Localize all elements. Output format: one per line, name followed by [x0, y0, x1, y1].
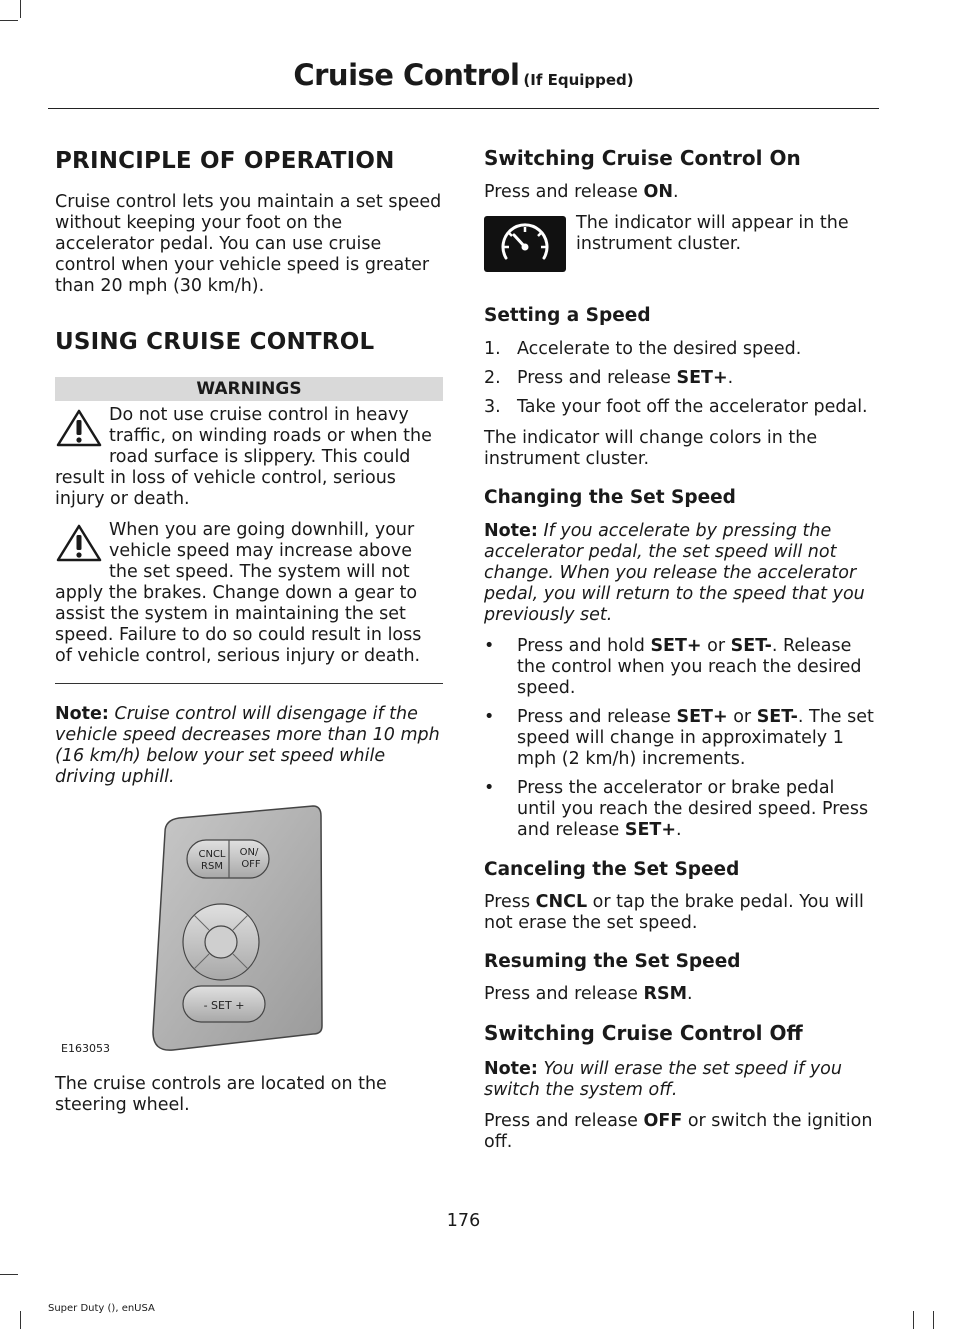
switching-on-text — [484, 182, 874, 203]
warning-triangle-icon — [55, 523, 103, 563]
changing-speed-title: Changing the Set Speed — [484, 487, 736, 508]
warning-triangle-icon — [55, 408, 103, 448]
text-span: Press and release — [484, 1111, 644, 1131]
step-text: Press and release — [517, 368, 677, 388]
bullet-text: Press and hold — [517, 636, 651, 656]
set-plus-bold: SET+ — [676, 707, 728, 727]
text-span: . — [686, 984, 693, 1004]
canceling-text — [484, 892, 874, 934]
bullet-glyph: • — [484, 636, 495, 656]
crop-mark — [933, 1311, 934, 1329]
resuming-title: Resuming the Set Speed — [484, 951, 741, 972]
set-button-label: - SET + — [203, 999, 245, 1012]
switching-off-title: Switching Cruise Control Off — [484, 1021, 803, 1045]
page-number: 176 — [446, 1211, 481, 1231]
off-button-label: OFF — [241, 859, 261, 870]
indicator-change-text: The indicator will change colors in the instrument cluster. — [484, 428, 818, 469]
bullet-text: or — [701, 636, 731, 656]
note-paragraph — [55, 704, 443, 788]
note-label: Note: — [55, 704, 109, 724]
bullet-text: or — [727, 707, 757, 727]
off-note — [484, 1059, 874, 1101]
crop-mark — [20, 1311, 21, 1329]
warning-1 — [55, 405, 443, 510]
bullet-2 — [484, 707, 874, 770]
text-span: . — [673, 182, 679, 202]
text-span: Press — [484, 892, 536, 912]
text-span: or switch the ignition off. — [484, 1111, 873, 1152]
crop-mark — [20, 0, 21, 18]
warnings-bar: WARNINGS — [55, 377, 443, 401]
step-2 — [484, 368, 874, 389]
warning-2 — [55, 520, 443, 667]
setting-steps — [484, 339, 874, 418]
set-plus-bold: SET+ — [676, 368, 728, 388]
cruise-controls-figure — [55, 802, 443, 1056]
page-header — [48, 58, 879, 109]
page-subtitle: (If Equipped) — [523, 71, 634, 89]
note-label: Note: — [484, 1059, 538, 1079]
step-text: Accelerate to the desired speed. — [517, 339, 802, 359]
step-1 — [484, 339, 874, 360]
left-column — [55, 140, 443, 1116]
text-span: Press and release — [484, 182, 644, 202]
note-text: Cruise control will disengage if the vehicle speed decreases more than 10 mph (16 km/h) below your set speed while driving uphill. — [55, 704, 440, 787]
crop-mark — [913, 1311, 914, 1329]
note-text: If you accelerate by pressing the accelerator pedal, the set speed will not change. When you release the accelerator pedal, you will return to the speed that you previously set. — [484, 521, 865, 625]
bullet-glyph: • — [484, 778, 495, 798]
steering-wheel-controls-illustration — [55, 802, 443, 1056]
crop-mark — [0, 20, 18, 21]
set-minus-bold: SET- — [756, 707, 798, 727]
principle-text: Cruise control lets you maintain a set speed without keeping your foot on the accelerator pedal. You can use cruise control when your vehicle speed is greater than 20 mph (30 km/h). — [55, 192, 442, 296]
note-text: You will erase the set speed if you switch the system off. — [484, 1059, 842, 1100]
right-column — [484, 140, 874, 1153]
set-plus-bold: SET+ — [650, 636, 702, 656]
indicator-text: The indicator will appear in the instrument cluster. — [576, 213, 849, 254]
principle-title: PRINCIPLE OF OPERATION — [55, 148, 395, 174]
resuming-text — [484, 984, 874, 1005]
switching-on-title: Switching Cruise Control On — [484, 146, 801, 170]
warning-1-text: Do not use cruise control in heavy traffic, on winding roads or when the road surface is slippery. This could result in loss of vehicle control, serious injury or death. — [55, 405, 432, 509]
on-bold: ON — [643, 182, 674, 202]
indicator-row — [484, 213, 874, 275]
rsm-button-label: RSM — [201, 861, 223, 872]
set-plus-bold: SET+ — [624, 820, 677, 840]
crop-mark — [0, 1274, 18, 1275]
step-3 — [484, 397, 874, 418]
footer-note: Super Duty (), enUSA — [48, 1303, 155, 1314]
on-button-label: ON/ — [239, 847, 259, 858]
bullet-text: Press the accelerator or brake pedal until you reach the desired speed. Press and release — [517, 778, 869, 840]
setting-speed-title: Setting a Speed — [484, 305, 651, 326]
off-bold: OFF — [643, 1111, 683, 1131]
step-number: 3. — [484, 397, 501, 417]
step-number: 2. — [484, 368, 501, 388]
changing-note — [484, 521, 874, 626]
figure-caption: The cruise controls are located on the steering wheel. — [55, 1074, 387, 1115]
off-text — [484, 1111, 874, 1153]
cncl-button-label: CNCL — [198, 849, 226, 860]
bullet-1 — [484, 636, 874, 699]
cncl-bold: CNCL — [535, 892, 588, 912]
bullet-3 — [484, 778, 874, 841]
changing-bullets — [484, 636, 874, 841]
step-text: Take your foot off the accelerator pedal. — [517, 397, 868, 417]
warning-divider — [55, 683, 443, 684]
bullet-text: . The set speed will change in approximately 1 mph (2 km/h) increments. — [517, 707, 874, 769]
warning-2-text: When you are going downhill, your vehicle speed may increase above the set speed. The system will not apply the brakes. Change down a gear to assist the system in maintaining the set speed. Failure to do so could result in loss of vehicle control, serious injury or death. — [55, 520, 422, 666]
bullet-glyph: • — [484, 707, 495, 727]
using-title: USING CRUISE CONTROL — [55, 329, 375, 355]
note-label: Note: — [484, 521, 538, 541]
bullet-text: . — [676, 820, 682, 840]
figure-code: E163053 — [61, 1042, 110, 1055]
step-number: 1. — [484, 339, 501, 359]
rsm-bold: RSM — [643, 984, 687, 1004]
step-text: . — [727, 368, 734, 388]
bullet-text: Press and release — [517, 707, 677, 727]
page-title: Cruise Control — [293, 58, 520, 92]
set-minus-bold: SET- — [730, 636, 772, 656]
text-span: or tap the brake pedal. You will not erase the set speed. — [484, 892, 864, 933]
canceling-title: Canceling the Set Speed — [484, 859, 740, 880]
text-span: Press and release — [484, 984, 644, 1004]
bullet-text: . Release the control when you reach the desired speed. — [517, 636, 862, 698]
cruise-indicator-icon — [484, 216, 566, 272]
